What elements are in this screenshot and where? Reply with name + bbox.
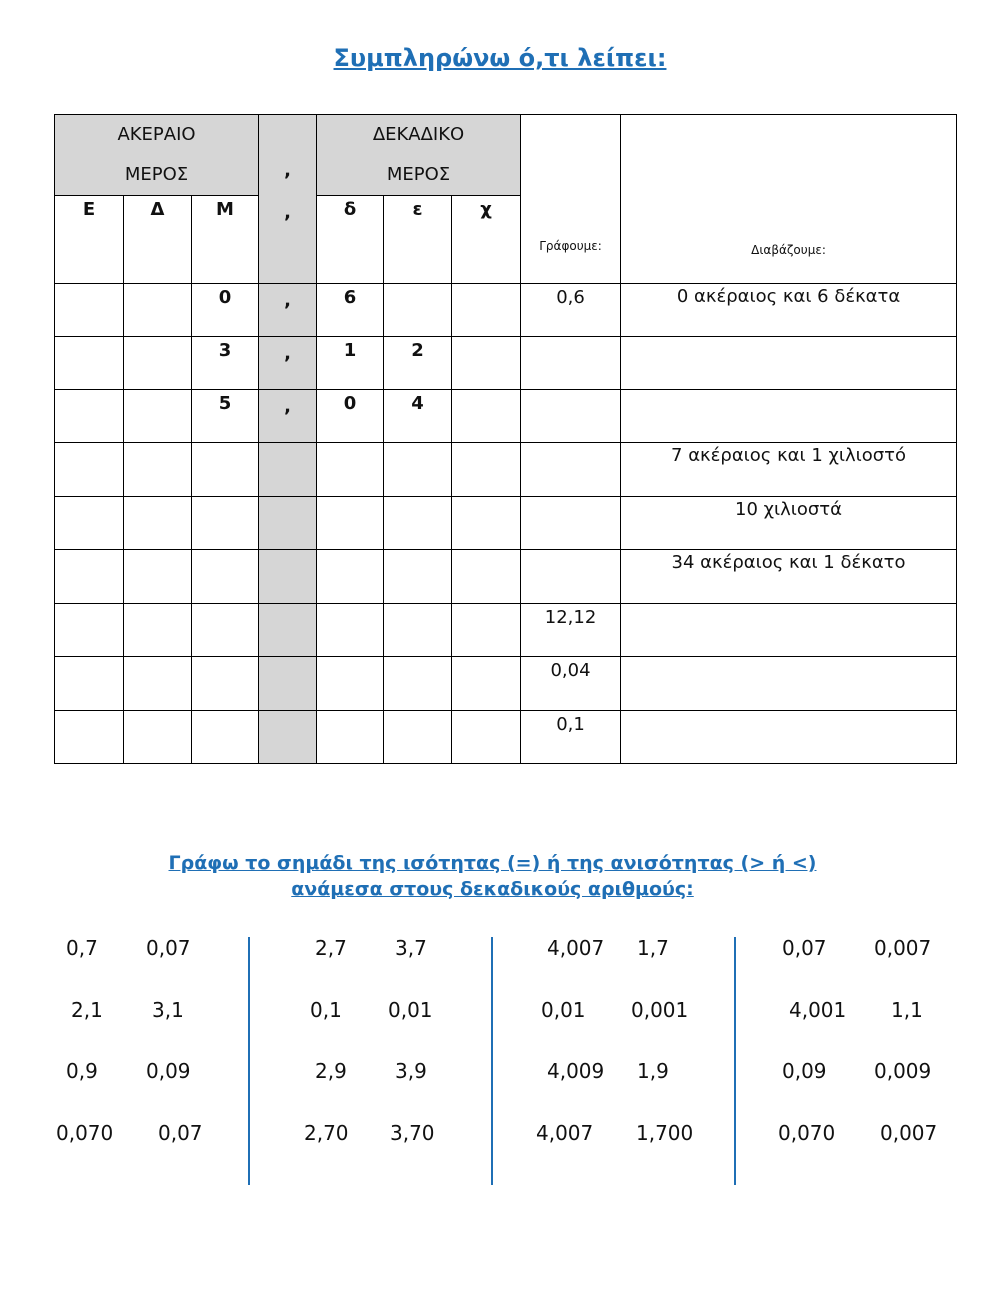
digit-cell-M[interactable] [192,657,259,711]
digit-cell-D[interactable] [124,497,192,550]
digit-cell-E[interactable] [55,497,124,550]
digit-cell-d[interactable] [317,443,384,497]
digit-cell-E[interactable] [55,550,124,604]
digit-cell-x[interactable] [452,284,521,337]
integer-header-line2: ΜΕΡΟΣ [124,164,189,185]
digit-cell-E[interactable] [55,711,124,764]
write-cell[interactable] [521,337,621,390]
digit-cell-x[interactable] [452,337,521,390]
page-title: Συμπληρώνω ό,τι λείπει: [333,44,667,72]
read-cell[interactable] [621,604,957,657]
digit-cell-comma[interactable] [259,443,317,497]
decimal-number: 2,70 [304,1121,349,1145]
digit-cell-E[interactable] [55,390,124,443]
digit-cell-M[interactable] [192,604,259,657]
column-divider [491,937,493,1185]
digit-cell-M[interactable] [192,550,259,604]
table-row [55,711,957,764]
decimal-number: 3,70 [390,1121,435,1145]
integer-part-header [55,115,259,196]
col-header-E: Ε [55,196,124,284]
digit-cell-comma[interactable] [259,657,317,711]
decimal-number: 0,070 [56,1121,114,1145]
decimal-number: 0,1 [310,998,342,1022]
col-header-x: χ [452,196,521,284]
decimal-number: 0,01 [541,998,586,1022]
col-header-comma: , [259,196,317,284]
digit-cell-D[interactable] [124,604,192,657]
write-label: Γράφουμε: [539,239,602,253]
digit-cell-D[interactable] [124,390,192,443]
digit-cell-d[interactable] [317,657,384,711]
digit-cell-E[interactable] [55,337,124,390]
digit-cell-D[interactable] [124,337,192,390]
decimal-header-line1: ΔΕΚΑΔΙΚΟ [372,124,465,145]
decimal-number: 0,07 [782,936,827,960]
col-header-e: ε [384,196,452,284]
decimal-number: 3,9 [395,1059,427,1083]
decimal-number: 1,700 [636,1121,694,1145]
digit-cell-d[interactable]: 6 [317,284,384,337]
digit-cell-M[interactable]: 3 [192,337,259,390]
digit-cell-D[interactable] [124,443,192,497]
place-value-table [54,114,957,764]
decimal-number: 4,007 [547,936,605,960]
decimal-number: 3,1 [152,998,184,1022]
decimal-number: 0,9 [66,1059,98,1083]
digit-cell-D[interactable] [124,550,192,604]
table-row [55,390,957,443]
read-cell[interactable] [621,711,957,764]
decimal-number: 0,007 [874,936,932,960]
digit-cell-x[interactable] [452,711,521,764]
digit-cell-comma[interactable]: , [259,337,317,390]
decimal-header-line2: ΜΕΡΟΣ [386,164,451,185]
decimal-part-header [317,115,521,196]
digit-cell-E[interactable] [55,604,124,657]
write-cell[interactable] [521,550,621,604]
decimal-number: 4,009 [547,1059,605,1083]
write-cell[interactable] [521,443,621,497]
digit-cell-comma[interactable] [259,550,317,604]
digit-cell-M[interactable]: 0 [192,284,259,337]
digit-cell-D[interactable] [124,657,192,711]
table-row [55,657,957,711]
digit-cell-comma[interactable]: , [259,284,317,337]
decimal-number: 0,007 [880,1121,938,1145]
integer-header-line1: ΑΚΕΡΑΙΟ [117,124,196,145]
decimal-number: 2,1 [71,998,103,1022]
digit-cell-x[interactable] [452,443,521,497]
read-cell[interactable]: 10 χιλιοστά [621,497,957,550]
digit-cell-e[interactable] [384,657,452,711]
decimal-number: 1,1 [891,998,923,1022]
read-cell[interactable]: 0 ακέραιος και 6 δέκατα [621,284,957,337]
digit-cell-d[interactable] [317,604,384,657]
decimal-number: 1,9 [637,1059,669,1083]
digit-cell-E[interactable] [55,657,124,711]
table-row [55,604,957,657]
digit-cell-E[interactable] [55,443,124,497]
section2-title [0,850,985,902]
read-cell[interactable]: 34 ακέραιος και 1 δέκατο [621,550,957,604]
digit-cell-x[interactable] [452,497,521,550]
table-row [55,497,957,550]
decimal-number: 0,009 [874,1059,932,1083]
digit-cell-comma[interactable]: , [259,390,317,443]
digit-cell-comma[interactable] [259,711,317,764]
decimal-number: 0,001 [631,998,689,1022]
decimal-number: 0,09 [782,1059,827,1083]
digit-cell-d[interactable]: 1 [317,337,384,390]
digit-cell-e[interactable]: 4 [384,390,452,443]
write-header [521,115,621,284]
digit-cell-e[interactable] [384,711,452,764]
digit-cell-M[interactable] [192,711,259,764]
decimal-number: 0,07 [158,1121,203,1145]
column-divider [734,937,736,1185]
digit-cell-x[interactable] [452,657,521,711]
read-cell[interactable] [621,390,957,443]
table-row [55,284,957,337]
decimal-number: 0,7 [66,936,98,960]
digit-cell-e[interactable] [384,550,452,604]
read-label: Διαβάζουμε: [751,243,826,257]
digit-cell-d[interactable] [317,497,384,550]
table-row [55,550,957,604]
digit-cell-d[interactable] [317,550,384,604]
digit-cell-e[interactable] [384,443,452,497]
write-cell[interactable] [521,497,621,550]
write-cell[interactable]: 0,6 [521,284,621,337]
write-cell[interactable]: 12,12 [521,604,621,657]
decimal-number: 4,001 [789,998,847,1022]
decimal-number: 0,01 [388,998,433,1022]
decimal-number: 0,09 [146,1059,191,1083]
read-cell[interactable]: 7 ακέραιος και 1 χιλιοστό [621,443,957,497]
decimal-number: 0,07 [146,936,191,960]
digit-cell-e[interactable] [384,604,452,657]
table-row [55,443,957,497]
decimal-number: 2,9 [315,1059,347,1083]
digit-cell-e[interactable] [384,284,452,337]
section2-title-line2: ανάμεσα στους δεκαδικούς αριθμούς: [291,878,694,900]
digit-cell-x[interactable] [452,550,521,604]
digit-cell-d[interactable]: 0 [317,390,384,443]
digit-cell-E[interactable] [55,284,124,337]
section2-title-line1: Γράφω το σημάδι της ισότητας (=) ή της ανισότητας (> ή <) [168,852,817,874]
decimal-number: 0,070 [778,1121,836,1145]
digit-cell-comma[interactable] [259,604,317,657]
digit-cell-e[interactable]: 2 [384,337,452,390]
table-row [55,337,957,390]
digit-cell-x[interactable] [452,604,521,657]
digit-cell-comma[interactable] [259,497,317,550]
digit-cell-M[interactable] [192,443,259,497]
decimal-number: 1,7 [637,936,669,960]
digit-cell-M[interactable] [192,497,259,550]
digit-cell-e[interactable] [384,497,452,550]
decimal-number: 3,7 [395,936,427,960]
decimal-number: 2,7 [315,936,347,960]
col-header-D: Δ [124,196,192,284]
read-header [621,115,957,284]
digit-cell-M[interactable]: 5 [192,390,259,443]
write-cell[interactable] [521,390,621,443]
write-cell[interactable]: 0,04 [521,657,621,711]
digit-cell-D[interactable] [124,284,192,337]
comma-header: , [259,115,317,196]
read-cell[interactable] [621,657,957,711]
col-header-d: δ [343,199,357,220]
write-cell[interactable]: 0,1 [521,711,621,764]
read-cell[interactable] [621,337,957,390]
digit-cell-D[interactable] [124,711,192,764]
col-header-M: Μ [192,196,259,284]
digit-cell-d[interactable] [317,711,384,764]
digit-cell-x[interactable] [452,390,521,443]
decimal-number: 4,007 [536,1121,594,1145]
column-divider [248,937,250,1185]
